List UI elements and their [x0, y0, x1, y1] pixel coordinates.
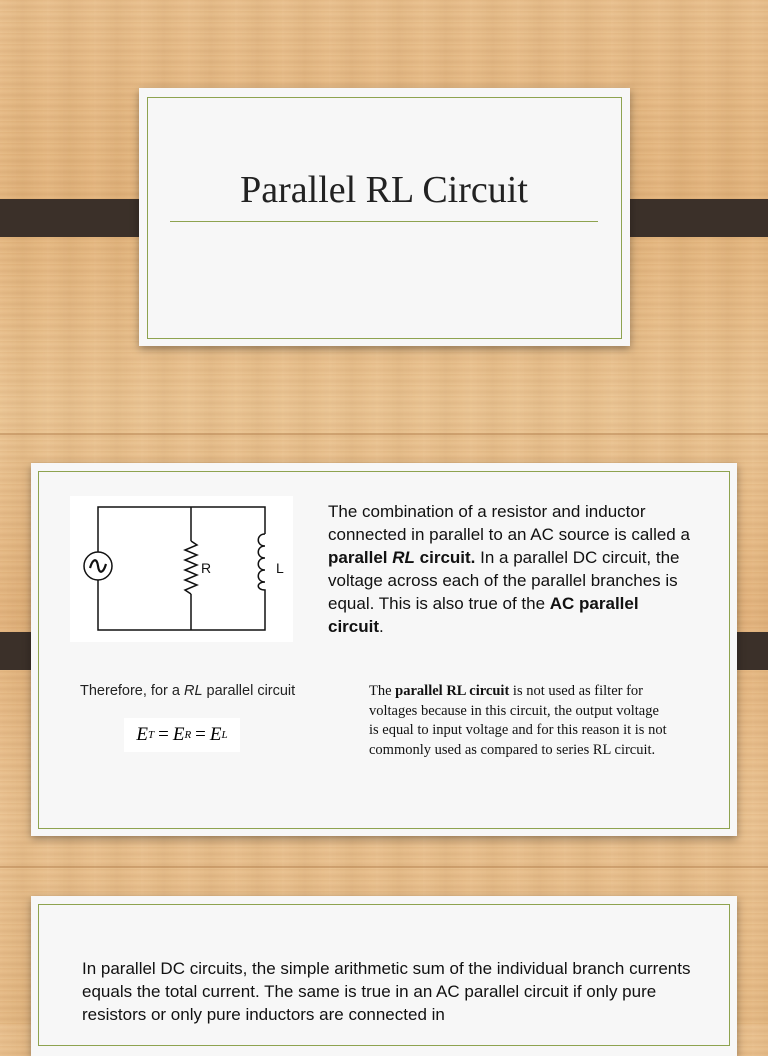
formula-equals: = [195, 724, 206, 745]
formula-subscript: L [221, 729, 228, 741]
intro-bold: parallel [328, 548, 393, 567]
formula-subscript: T [147, 729, 155, 741]
formula-symbol: E [136, 724, 148, 745]
intro-bold: circuit. [414, 548, 476, 567]
intro-paragraph [328, 500, 698, 638]
circuit-schematic [70, 496, 293, 642]
intro-bold-italic: RL [392, 548, 415, 567]
formula-symbol: E [172, 724, 185, 745]
therefore-italic: RL [183, 683, 203, 699]
wood-seam [0, 433, 768, 435]
intro-text: . [379, 617, 384, 636]
circuit-diagram [70, 496, 293, 642]
formula-subscript: R [184, 729, 192, 741]
intro-text: In a parallel DC circuit, the voltage across each of the parallel branches is equal. This is also true of the [328, 548, 680, 613]
intro-bold: AC parallel circuit [328, 594, 639, 636]
slide-1-frame [147, 97, 622, 339]
therefore-text: parallel circuit [202, 683, 296, 699]
note-text: is not used as filter for voltages because in this circuit, the output voltage is equal to input voltage and for this reason it is not commonly used as compared to series RL circuit. [369, 683, 667, 758]
therefore-text: Therefore, for a [80, 683, 184, 699]
voltage-formula [124, 718, 240, 752]
wood-seam [0, 866, 768, 868]
inductor-label: L [276, 560, 284, 576]
slide-3-paragraph: In parallel DC circuits, the simple arithmetic sum of the individual branch currents equals the total current. The same is true in an AC parallel circuit if only pure resistors or only pure inductors are connected in [82, 959, 691, 1024]
slide-1-title: Parallel RL Circuit [240, 169, 528, 211]
formula-equals: = [158, 724, 169, 745]
title-underline [170, 221, 598, 222]
formula-symbol: E [209, 724, 222, 745]
note-bold: parallel RL circuit [395, 683, 510, 699]
resistor-label: R [201, 560, 212, 576]
filter-note [369, 682, 669, 760]
intro-text: The combination of a resistor and inductor connected in parallel to an AC source is called a [328, 502, 690, 544]
therefore-line [80, 683, 295, 699]
note-text: The [369, 683, 396, 699]
